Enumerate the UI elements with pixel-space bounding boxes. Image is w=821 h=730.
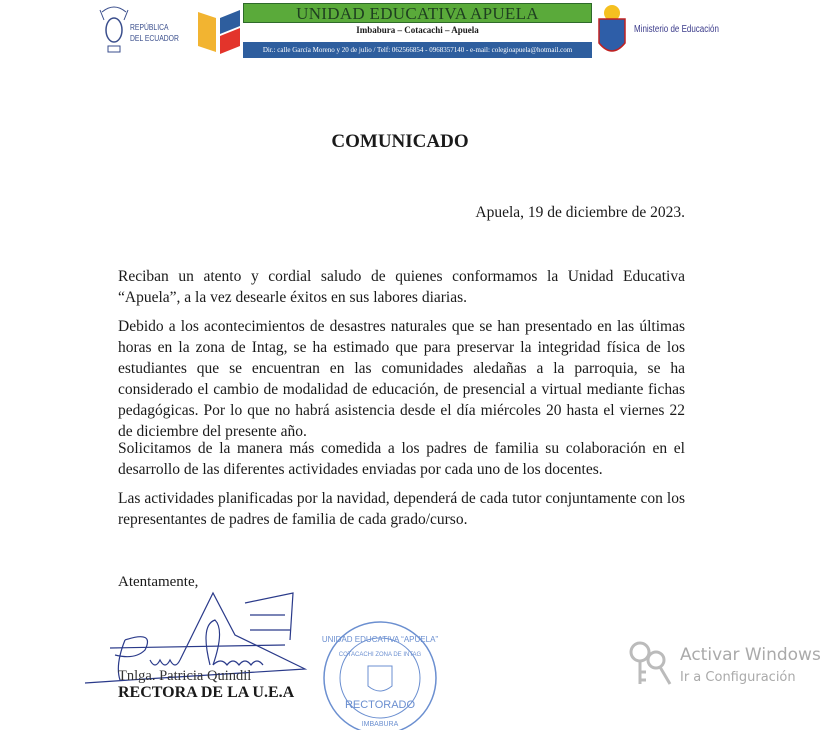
book-logo-icon <box>196 8 242 56</box>
rectorado-stamp <box>320 618 440 730</box>
activate-windows-subtitle: Ir a Configuración <box>680 670 796 685</box>
school-location: Imbabura – Cotacachi – Apuela <box>356 25 479 35</box>
document-title: COMUNICADO <box>331 131 469 152</box>
activate-windows-title: Activar Windows <box>680 645 821 665</box>
signer-role: RECTORA DE LA U.E.A <box>118 684 295 701</box>
ministry-label: Ministerio de Educación <box>634 24 719 35</box>
contact-banner: Dir.: calle García Moreno y 20 de julio / Telf: 062566854 - 0968357140 - e-mail: colegioapuela@hotmail.com <box>243 42 592 58</box>
paragraph: Debido a los acontecimientos de desastres naturales que se han presentado en las últimas horas en la zona de Intag, se ha estimado que para preservar la integridad física de los estudiantes que se encuentran en las comunidades aledañas a la parroquia, se ha considerado el cambio de modalidad de educación, de presencial a virtual mediante fichas pedagógicas. Por lo que no habrá asistencia desde el día miércoles 20 hasta el viernes 22 de diciembre del presente año. <box>118 318 685 440</box>
republic-label: REPÚBLICA DEL ECUADOR <box>130 22 179 43</box>
paragraph: Reciban un atento y cordial saludo de quienes conformamos la Unidad Educativa “Apuela”, a la vez desearle éxitos en sus labores diarias. <box>118 268 685 306</box>
stamp-text: UNIDAD EDUCATIVA “APUELA” <box>321 635 439 644</box>
stamp-text: COTACACHI ZONA DE INTAG <box>338 652 422 658</box>
paragraph: Solicitamos de la manera más comedida a los padres de familia su colaboración en el desarrollo de las diferentes actividades enviadas por cada uno de los docentes. <box>118 440 685 478</box>
key-icon <box>626 640 674 690</box>
document-date: Apuela, 19 de diciembre de 2023. <box>475 204 685 221</box>
paragraph: Las actividades planificadas por la navidad, dependerá de cada tutor conjuntamente con los representantes de padres de familia de cada grado/curso. <box>118 490 685 528</box>
stamp-text: IMBABURA <box>361 721 399 728</box>
ecuador-coat-of-arms-icon <box>98 2 130 62</box>
stamp-text: RECTORADO <box>344 699 416 711</box>
school-name-banner: UNIDAD EDUCATIVA APUELA <box>243 3 592 23</box>
school-emblem-icon <box>596 3 628 59</box>
signer-name: Tnlga. Patricia Quindil <box>118 668 252 684</box>
closing: Atentamente, <box>118 574 199 590</box>
